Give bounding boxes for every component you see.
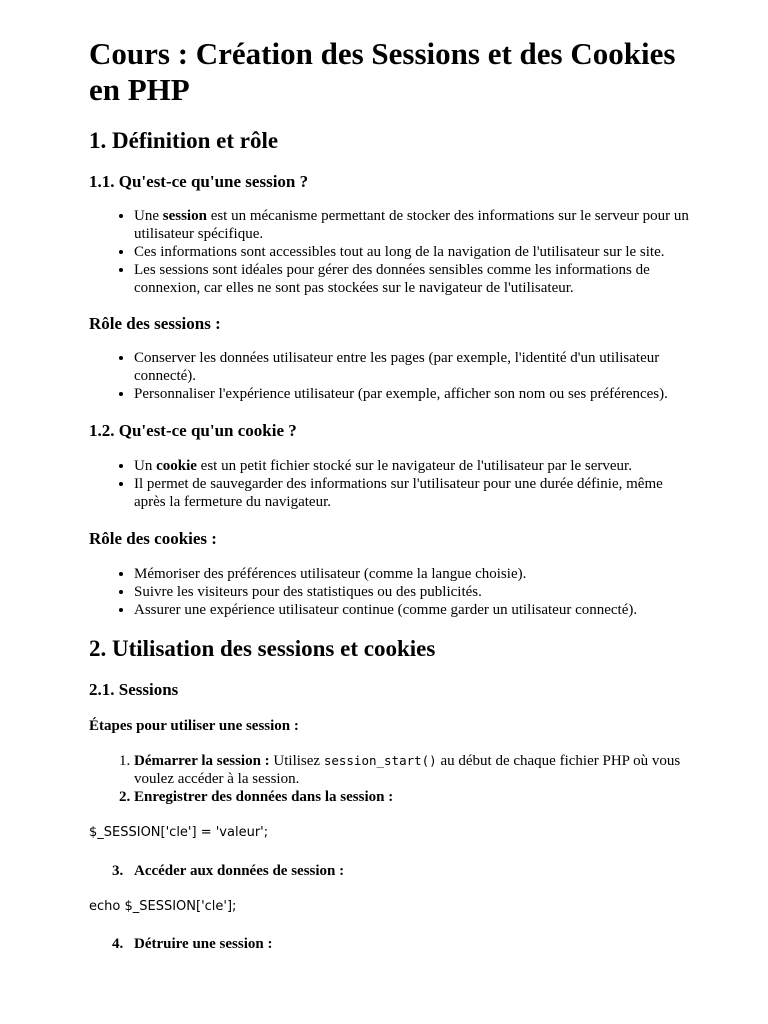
list-item: • Mémoriser des préférences utilisateur (comme la langue choisie). bbox=[134, 565, 689, 583]
list-item: • Personnaliser l'expérience utilisateur (par exemple, afficher son nom ou ses préférences). bbox=[134, 385, 689, 403]
list-item: • Un cookie est un petit fichier stocké sur le navigateur de l'utilisateur par le serveur. bbox=[134, 457, 689, 475]
list-item: • Les sessions sont idéales pour gérer des données sensibles comme les informations de connexion, car elles ne sont pas stockées sur le navigateur de l'utilisateur. bbox=[134, 261, 689, 297]
list-item: • Suivre les visiteurs pour des statistiques ou des publicités. bbox=[134, 583, 689, 601]
code-inline: session_start() bbox=[323, 753, 437, 768]
role-cookies-heading: Rôle des cookies : bbox=[89, 529, 217, 548]
session-steps-list bbox=[89, 752, 689, 806]
step-item: 3. Accéder aux données de session : bbox=[112, 863, 345, 879]
list-item: • Conserver les données utilisateur entre les pages (par exemple, l'identité d'un utilisateur connecté). bbox=[134, 349, 689, 385]
steps-heading: Étapes pour utiliser une session : bbox=[89, 718, 299, 734]
section-1-heading: 1. Définition et rôle bbox=[89, 128, 279, 153]
list-item: 2. Enregistrer des données dans la session : bbox=[134, 788, 689, 806]
cookie-term: cookie bbox=[156, 458, 197, 474]
role-cookies-list bbox=[89, 565, 689, 619]
section-2-heading: 2. Utilisation des sessions et cookies bbox=[89, 636, 436, 661]
list-item: • Ces informations sont accessibles tout au long de la navigation de l'utilisateur sur le site. bbox=[134, 243, 689, 261]
role-sessions-heading: Rôle des sessions : bbox=[89, 314, 221, 333]
step-item: 4. Détruire une session : bbox=[112, 936, 273, 952]
section-1-2-heading: 1.2. Qu'est-ce qu'un cookie ? bbox=[89, 421, 297, 440]
code-block: $_SESSION['cle'] = 'valeur'; bbox=[89, 825, 269, 840]
step-number: 4. bbox=[112, 936, 124, 952]
section-1-1-heading: 1.1. Qu'est-ce qu'une session ? bbox=[89, 172, 309, 191]
session-term: session bbox=[162, 208, 207, 224]
list-item: 1. Démarrer la session : Utilisez session_start() au début de chaque fichier PHP où vous voulez accéder à la session. bbox=[134, 752, 689, 788]
page-title: Cours : Création des Sessions et des Cookies en PHP bbox=[89, 36, 676, 107]
document-content bbox=[89, 36, 689, 953]
role-sessions-list bbox=[89, 349, 689, 403]
section-2-1-heading: 2.1. Sessions bbox=[89, 680, 179, 699]
cookie-definition-list bbox=[89, 457, 689, 511]
list-item: • Une session est un mécanisme permettant de stocker des informations sur le serveur pour un utilisateur spécifique. bbox=[134, 207, 689, 243]
session-definition-list bbox=[89, 207, 689, 297]
list-item: • Assurer une expérience utilisateur continue (comme garder un utilisateur connecté). bbox=[134, 601, 689, 619]
code-block: echo $_SESSION['cle']; bbox=[89, 899, 237, 914]
step-number: 3. bbox=[112, 863, 124, 879]
list-item: • Il permet de sauvegarder des informations sur l'utilisateur pour une durée définie, même après la fermeture du navigateur. bbox=[134, 475, 689, 511]
